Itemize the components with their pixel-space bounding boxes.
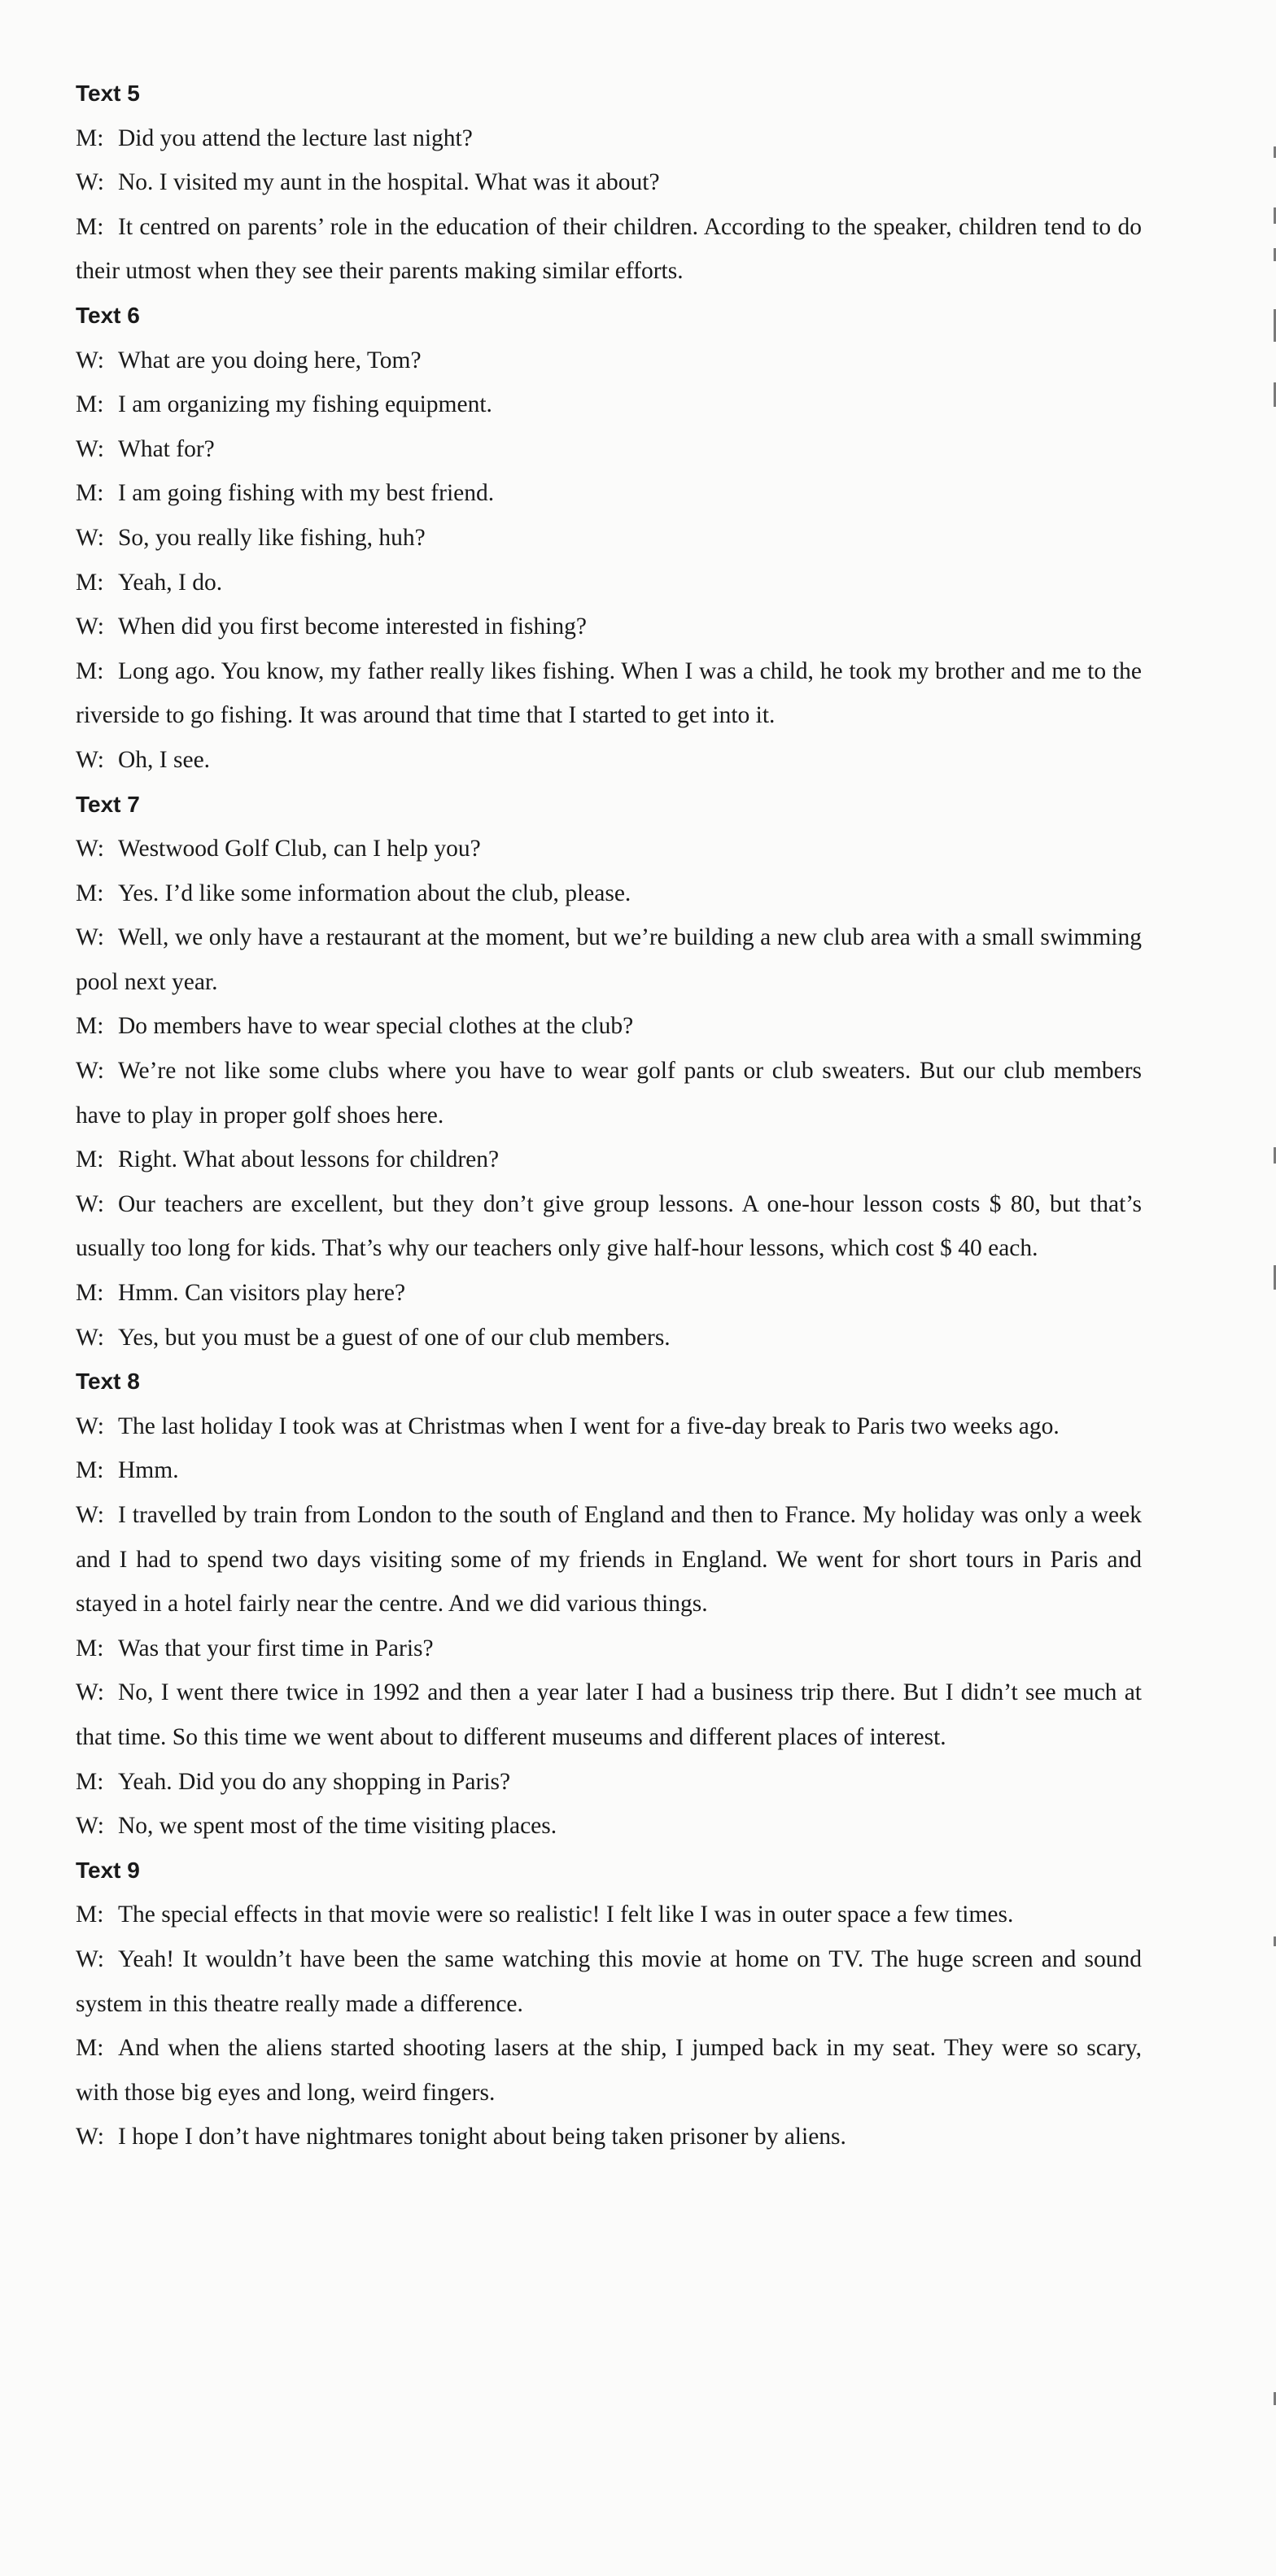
dialogue-text: And when the aliens started shooting lasers at the ship, I jumped back in my seat. They were so scary, with those big eyes and long, weird fingers. (76, 2035, 1142, 2106)
speaker-label: W: (76, 347, 104, 373)
dialogue-line (76, 1670, 1142, 1759)
speaker-label: W: (76, 435, 104, 462)
dialogue-text: Westwood Golf Club, can I help you? (118, 836, 481, 862)
dialogue-text: Oh, I see. (118, 746, 211, 773)
dialogue-text: I am going fishing with my best friend. (118, 480, 495, 507)
dialogue-text: The special effects in that movie were so realistic! I felt like I was in outer space a few times. (118, 1901, 1014, 1928)
speaker-label: W: (76, 1813, 104, 1840)
dialogue-text: No, I went there twice in 1992 and then a year later I had a business trip there. But I didn’t see much at that time. So this time we went about to different museums and different places of interest. (76, 1679, 1142, 1750)
dialogue-line (76, 1271, 1142, 1316)
speaker-label: W: (76, 1190, 104, 1217)
dialogue-line (76, 160, 1142, 205)
dialogue-text: Yes, but you must be a guest of one of our club members. (118, 1324, 671, 1351)
speaker-label: W: (76, 1945, 104, 1972)
dialogue-line (76, 338, 1142, 383)
speaker-label: M: (76, 124, 104, 151)
dialogue-line (76, 1137, 1142, 1182)
speaker-label: W: (76, 1412, 104, 1439)
dialogue-line (76, 649, 1142, 738)
dialogue-line (76, 1760, 1142, 1805)
dialogue-line (76, 382, 1142, 427)
dialogue-text: I am organizing my fishing equipment. (118, 391, 492, 418)
dialogue-text: No, we spent most of the time visiting places. (118, 1813, 557, 1840)
speaker-label: W: (76, 1679, 104, 1706)
dialogue-line (76, 116, 1142, 161)
dialogue-text: Well, we only have a restaurant at the moment, but we’re building a new club area with a small swimming pool next year. (76, 924, 1142, 995)
section-title: Text 9 (76, 1857, 140, 1883)
speaker-label: M: (76, 1280, 104, 1307)
dialogue-text: Did you attend the lecture last night? (118, 124, 473, 151)
dialogue-line (76, 1316, 1142, 1360)
dialogue-text: I hope I don’t have nightmares tonight about being taken prisoner by aliens. (118, 2124, 846, 2150)
dialogue-line (76, 471, 1142, 516)
speaker-label: W: (76, 1502, 104, 1528)
dialogue-line (76, 738, 1142, 783)
dialogue-line (76, 427, 1142, 472)
section-title: Text 6 (76, 302, 140, 328)
speaker-label: M: (76, 569, 104, 596)
dialogue-text: Yeah! It wouldn’t have been the same watching this movie at home on TV. The huge screen and sound system in this theatre really made a difference. (76, 1945, 1142, 2017)
speaker-label: M: (76, 1901, 104, 1928)
transcript-body (76, 72, 1142, 2159)
dialogue-text: Long ago. You know, my father really likes fishing. When I was a child, he took my brother and me to the riverside to go fishing. It was around that time that I started to get into it. (76, 657, 1142, 729)
dialogue-line (76, 605, 1142, 649)
dialogue-line (76, 1937, 1142, 2026)
dialogue-text: Hmm. Can visitors play here? (118, 1280, 406, 1307)
dialogue-text: What for? (118, 435, 215, 462)
speaker-label: W: (76, 169, 104, 196)
speaker-label: M: (76, 657, 104, 684)
dialogue-line (76, 827, 1142, 871)
speaker-label: W: (76, 746, 104, 773)
speaker-label: M: (76, 880, 104, 906)
speaker-label: M: (76, 480, 104, 507)
dialogue-text: It centred on parents’ role in the education of their children. According to the speaker, children tend to do their utmost when they see their parents making similar efforts. (76, 213, 1142, 285)
speaker-label: W: (76, 1058, 104, 1085)
dialogue-text: So, you really like fishing, huh? (118, 524, 426, 551)
dialogue-line (76, 871, 1142, 916)
dialogue-text: The last holiday I took was at Christmas when I went for a five-day break to Paris two weeks ago. (118, 1412, 1060, 1439)
speaker-label: W: (76, 924, 104, 951)
dialogue-text: Yeah. Did you do any shopping in Paris? (118, 1768, 511, 1795)
dialogue-text: Yeah, I do. (118, 569, 223, 596)
dialogue-text: Was that your first time in Paris? (118, 1635, 434, 1661)
dialogue-line (76, 516, 1142, 561)
speaker-label: W: (76, 524, 104, 551)
speaker-label: M: (76, 1457, 104, 1484)
dialogue-line (76, 1493, 1142, 1626)
dialogue-line (76, 1448, 1142, 1493)
section-title: Text 7 (76, 791, 140, 817)
speaker-label: M: (76, 391, 104, 418)
speaker-label: W: (76, 1324, 104, 1351)
speaker-label: M: (76, 2035, 104, 2062)
dialogue-text: We’re not like some clubs where you have to wear golf pants or club sweaters. But our club members have to play in proper golf shoes here. (76, 1058, 1142, 1129)
speaker-label: M: (76, 1768, 104, 1795)
dialogue-text: No. I visited my aunt in the hospital. What was it about? (118, 169, 660, 196)
speaker-label: W: (76, 836, 104, 862)
dialogue-text: Do members have to wear special clothes at the club? (118, 1013, 634, 1040)
dialogue-line (76, 1049, 1142, 1137)
dialogue-text: Right. What about lessons for children? (118, 1146, 500, 1173)
speaker-label: M: (76, 1635, 104, 1661)
dialogue-text: I travelled by train from London to the south of England and then to France. My holiday was only a week and I had to spend two days visiting some of my friends in England. We went for short tours in Paris and stayed in a hotel fairly near the centre. And we did various things. (76, 1502, 1142, 1618)
dialogue-line (76, 2026, 1142, 2115)
dialogue-line (76, 205, 1142, 294)
dialogue-line (76, 561, 1142, 605)
dialogue-line (76, 1182, 1142, 1271)
dialogue-line (76, 1404, 1142, 1449)
speaker-label: W: (76, 613, 104, 640)
dialogue-line (76, 1004, 1142, 1049)
dialogue-line (76, 1804, 1142, 1849)
section-title: Text 8 (76, 1369, 140, 1395)
dialogue-line (76, 1626, 1142, 1671)
section-title: Text 5 (76, 81, 140, 106)
dialogue-line (76, 1893, 1142, 1937)
dialogue-text: Our teachers are excellent, but they don’t give group lessons. A one-hour lesson costs $ 80, but that’s usually too long for kids. That’s why our teachers only give half-hour lessons, which cost $ 40 each. (76, 1190, 1142, 1262)
dialogue-text: Yes. I’d like some information about the club, please. (118, 880, 631, 906)
speaker-label: M: (76, 213, 104, 240)
dialogue-text: Hmm. (118, 1457, 179, 1484)
dialogue-text: When did you first become interested in fishing? (118, 613, 587, 640)
speaker-label: M: (76, 1146, 104, 1173)
speaker-label: M: (76, 1013, 104, 1040)
dialogue-line (76, 915, 1142, 1004)
speaker-label: W: (76, 2124, 104, 2150)
dialogue-text: What are you doing here, Tom? (118, 347, 422, 373)
dialogue-line (76, 2115, 1142, 2159)
